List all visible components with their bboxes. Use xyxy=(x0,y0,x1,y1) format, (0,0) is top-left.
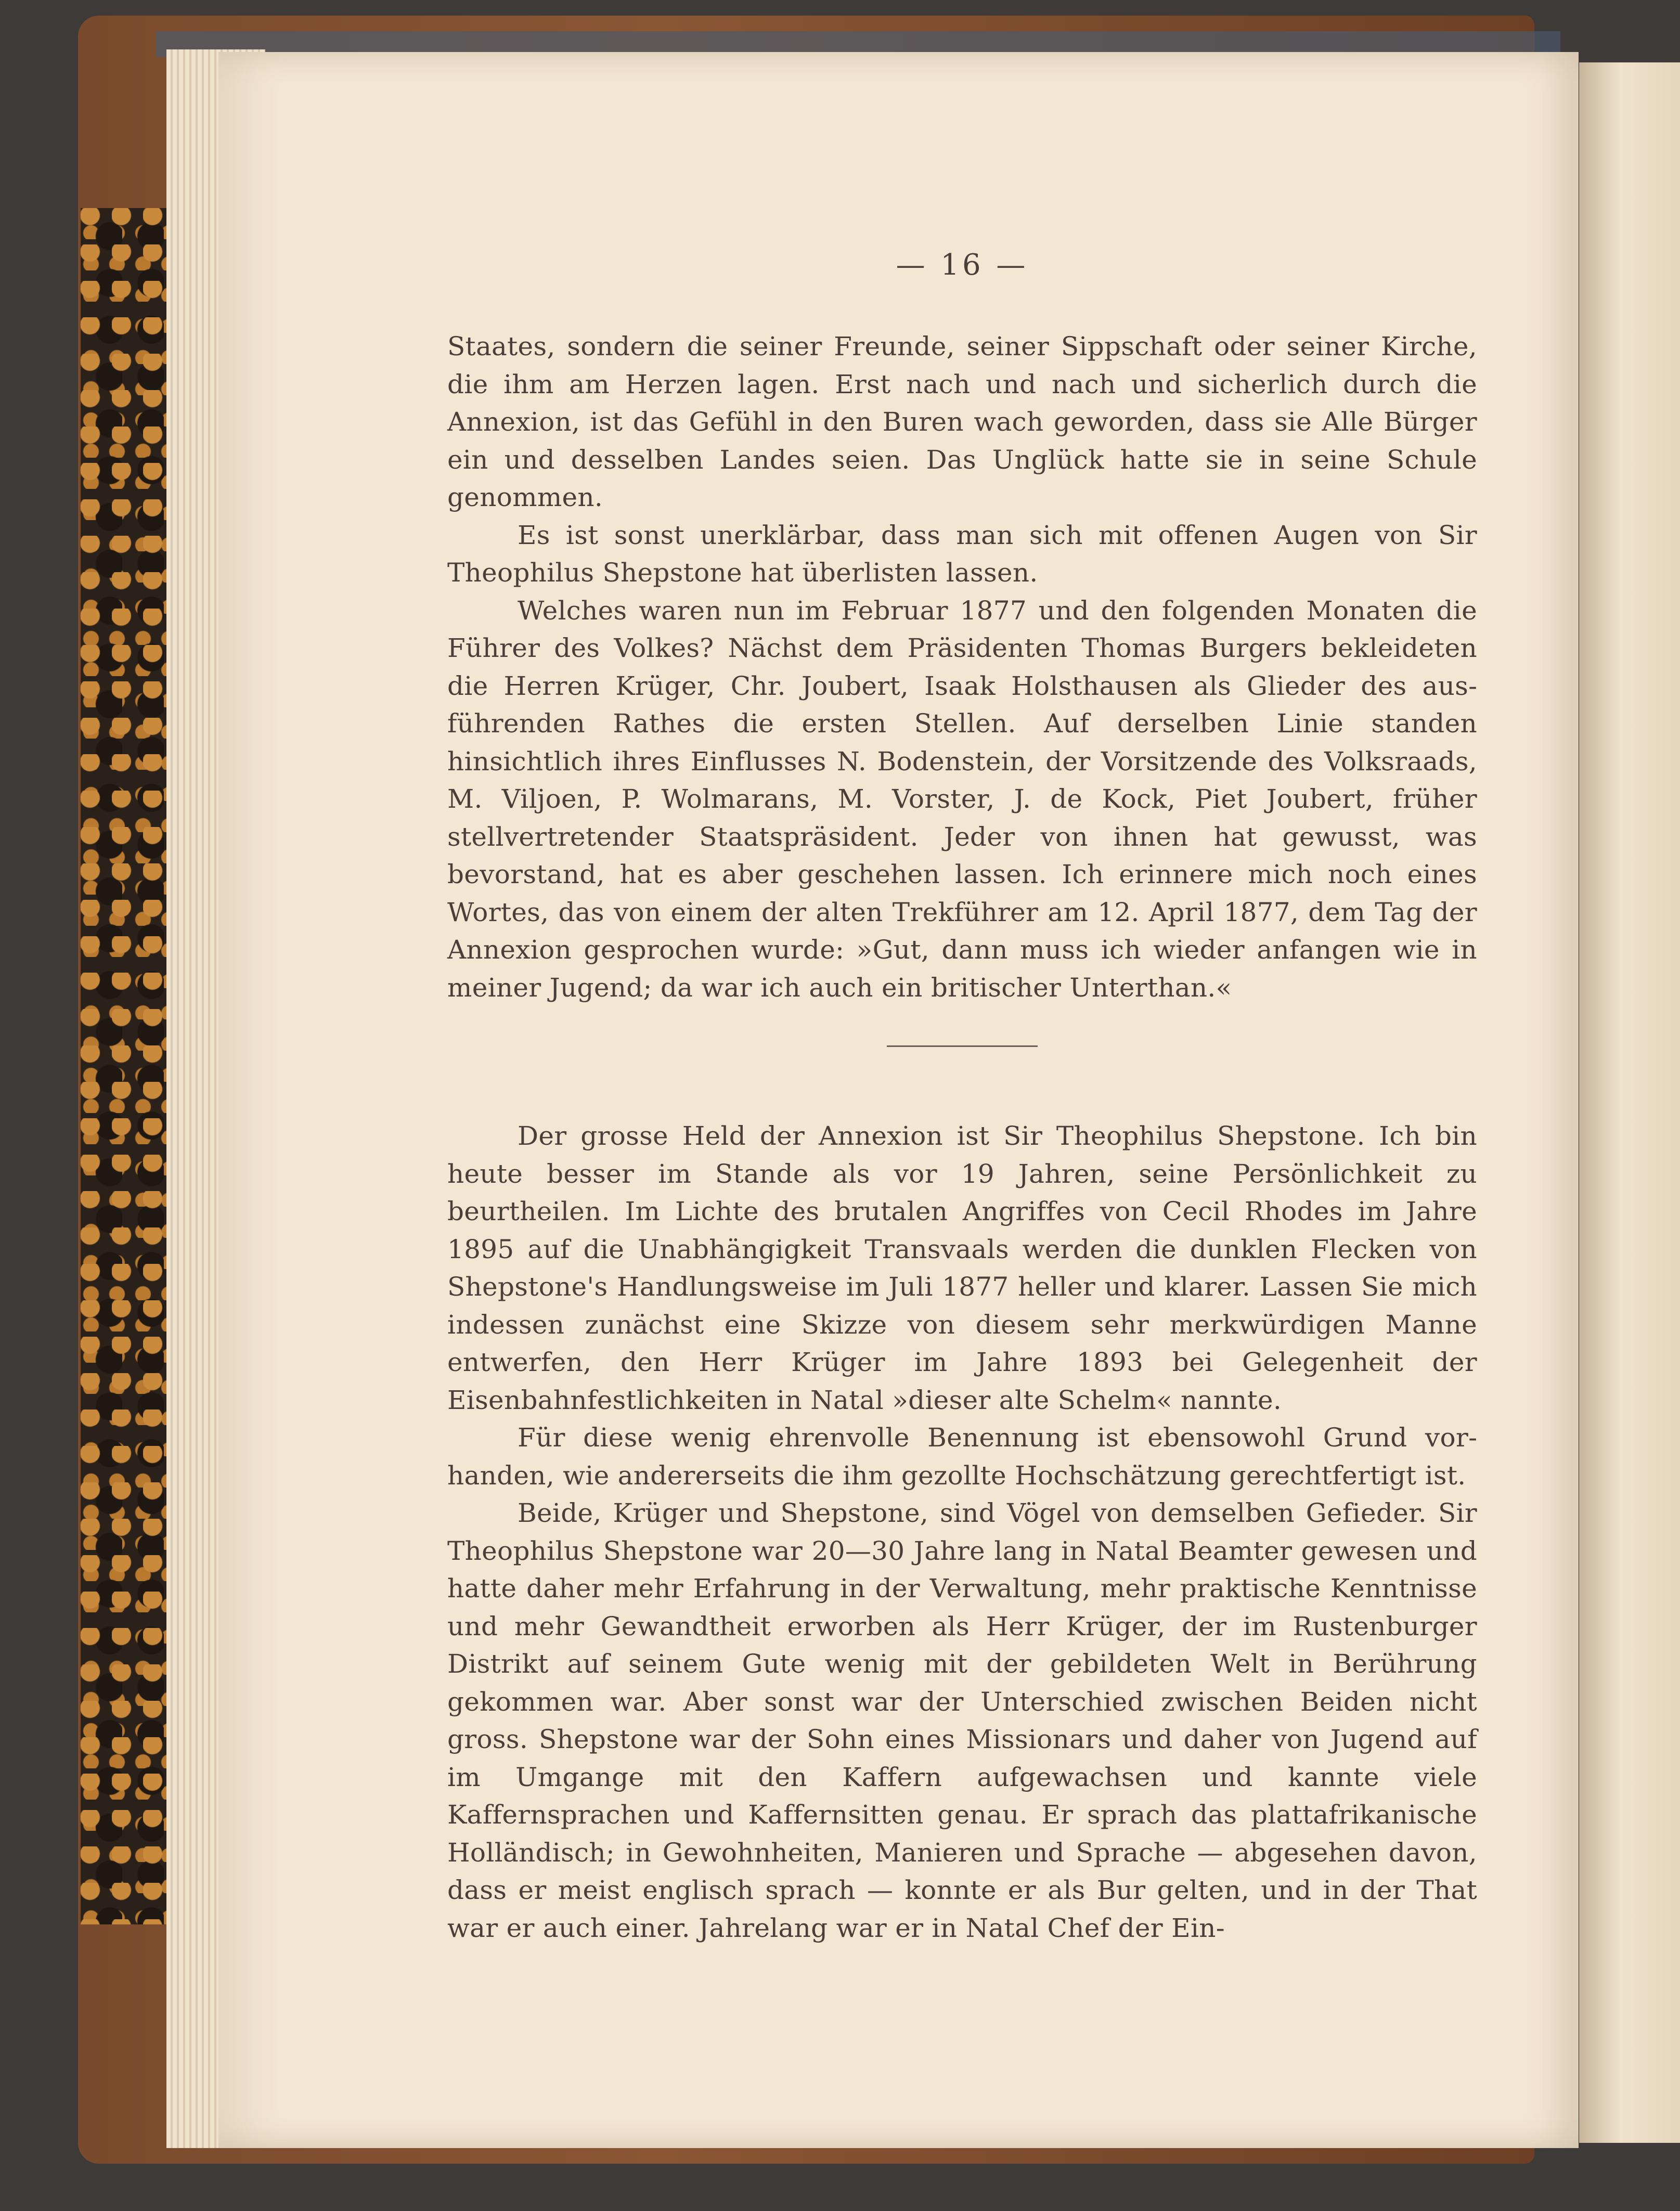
paragraph: Der grosse Held der Annexion ist Sir Theophilus Shepstone. Ich bin heute besser im Stande als vor 19 Jahren, seine Persönlichkeit zu beurtheilen. Im Lichte des brutalen Angriffes von Cecil Rhodes im Jahre 1895 auf die Unabhängigkeit Transvaals werden die dunklen Flecken von Shepstone's Handlungsweise im Juli 1877 heller und klarer. Lassen Sie mich indessen zunächst eine Skizze von diesem sehr merkwürdigen Manne entwerfen, den Herr Krüger im Jahre 1893 bei Gelegenheit der Eisenbahnfestlichkeiten in Natal »dieser alte Schelm« nannte. xyxy=(447,1121,1477,1415)
marbled-binding xyxy=(81,208,179,1924)
paragraph: Für diese wenig ehrenvolle Benennung ist ebensowohl Grund vorhanden, wie andererseits die ihm gezollte Hochschätzung gerechtfertigt ist. xyxy=(447,1423,1477,1491)
paragraph: Welches waren nun im Februar 1877 und den folgenden Monaten die Führer des Volkes? Nächst dem Präsidenten Thomas Burgers bekleideten die Herren Krüger, Chr. Joubert, Isaak Holsthausen als Glieder des ausführenden Rathes die ersten Stellen. Auf derselben Linie standen hinsichtlich ihres Einflusses N. Bodenstein, der Vorsitzende des Volksraads, M. Viljoen, P. Wolmarans, M. Vorster, J. de Kock, Piet Joubert, früher stellvertretender Staatspräsident. Jeder von ihnen hat gewusst, was bevorstand, hat es aber geschehen lassen. Ich erinnere mich noch eines Wortes, das von einem der alten Trekführer am 12. April 1877, dem Tag der Annexion gesprochen wurde: »Gut, dann muss ich wieder anfangen wie in meiner Jugend; da war ich auch ein britischer Unterthan.« xyxy=(447,595,1477,1003)
section-divider xyxy=(887,1045,1038,1047)
paragraph: Es ist sonst unerklärbar, dass man sich mit offenen Augen von Sir Theophilus Shepstone hat überlisten lassen. xyxy=(447,520,1477,588)
page-number: — 16 — xyxy=(896,248,1029,282)
paragraph: Beide, Krüger und Shepstone, sind Vögel von demselben Gefieder. Sir Theophilus Shepstone war 20—30 Jahre lang in Natal Beamter gewesen und hatte daher mehr Erfahrung in der Verwaltung, mehr praktische Kenntnisse und mehr Gewandtheit erworben als Herr Krüger, der im Rustenburger Distrikt auf seinem Gute wenig mit der gebildeten Welt in Berührung gekommen war. Aber sonst war der Unterschied zwischen Beiden nicht gross. Shepstone war der Sohn eines Missionars und daher von Jugend auf im Umgange mit den Kaffern aufgewachsen und kannte viele Kaffernsprachen und Kaffernsitten genau. Er sprach das plattafrikanische Holländisch; in Gewohnheiten, Manieren und Sprache — abgesehen davon, dass er meist englisch sprach — konnte er als Bur gelten, und in der That war er auch einer. Jahrelang war er in Natal Chef der Ein- xyxy=(447,1498,1477,1943)
paragraph: Staates, sondern die seiner Freunde, seiner Sippschaft oder seiner Kirche, die ihm am Herzen lagen. Erst nach und nach und sicherlich durch die Annexion, ist das Gefühl in den Buren wach geworden, dass sie Alle Bürger ein und desselben Landes seien. Das Unglück hatte sie in seine Schule genommen. xyxy=(447,331,1477,512)
section-2 xyxy=(447,1117,1477,1947)
page-text xyxy=(447,244,1477,1947)
section-1 xyxy=(447,328,1477,1006)
facing-page-edge xyxy=(1576,62,1680,2143)
